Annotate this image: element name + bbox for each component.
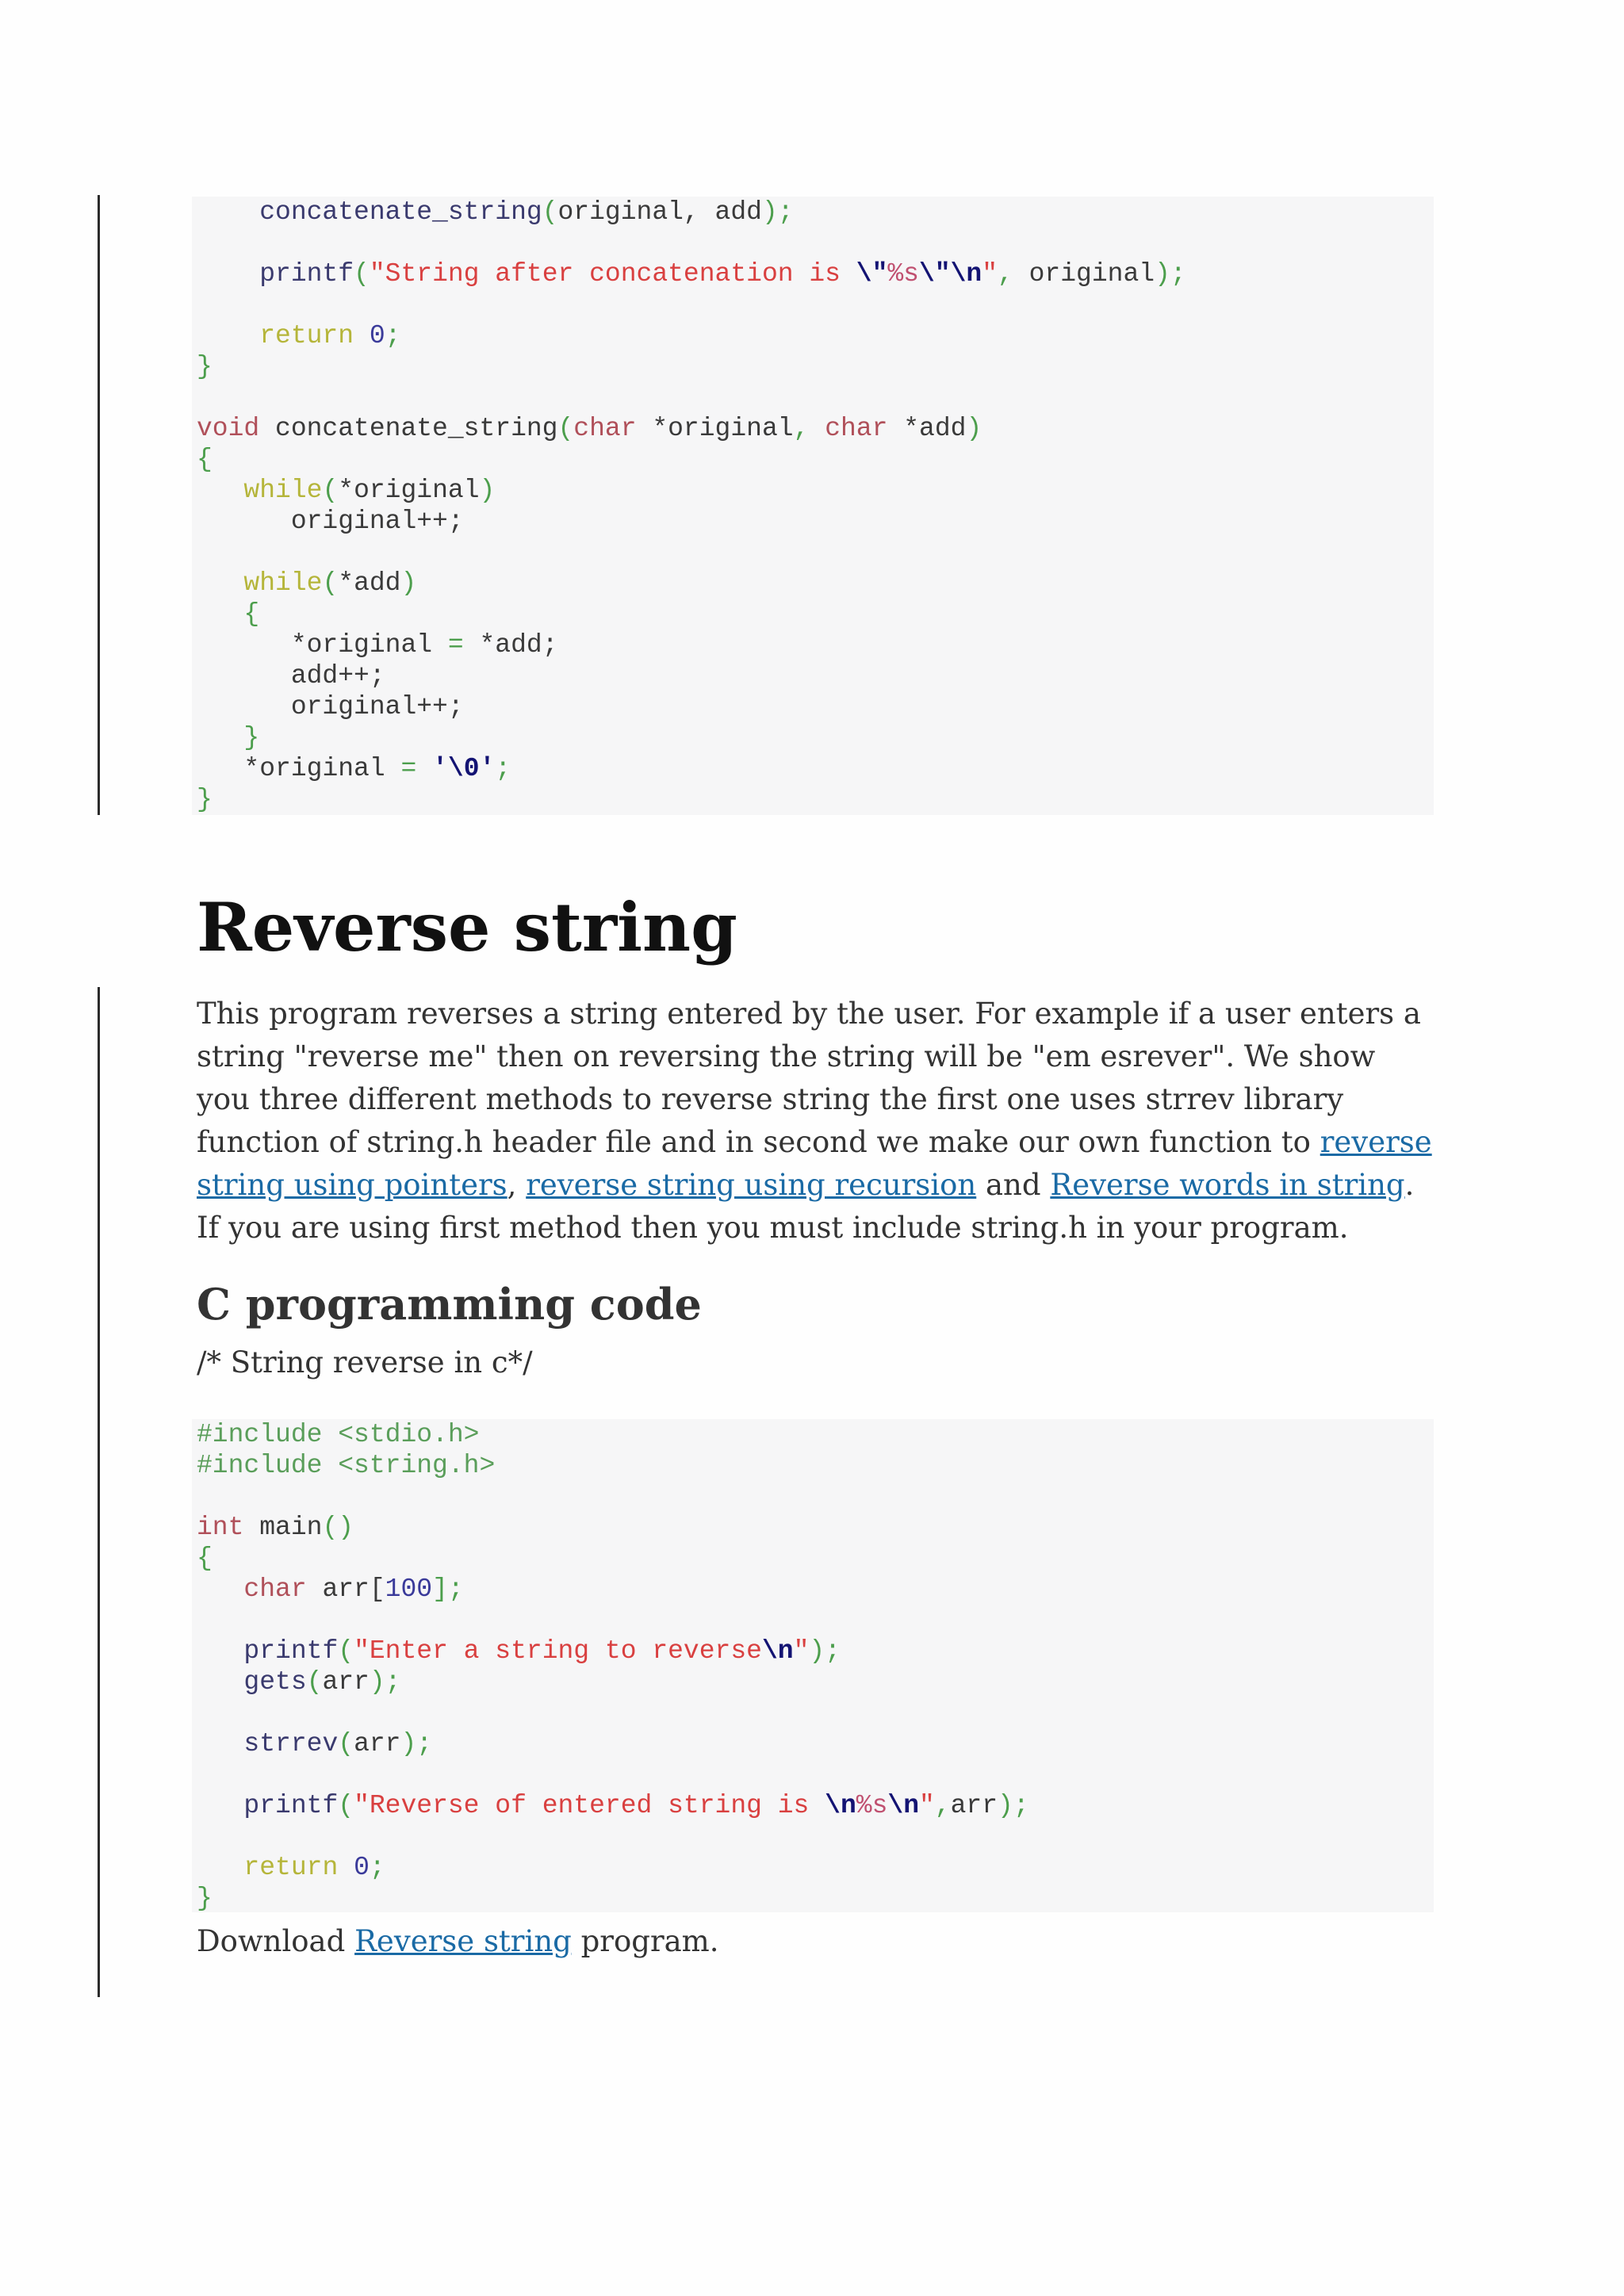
- code-line: return 0;: [259, 321, 401, 350]
- code-line: int main(): [197, 1513, 354, 1542]
- code-line: {: [243, 599, 260, 629]
- code-line: add++;: [290, 661, 385, 691]
- code-line: original++;: [290, 507, 464, 536]
- code-line: }: [243, 723, 260, 752]
- code-line: printf("Enter a string to reverse\n");: [243, 1636, 841, 1666]
- code-block-reverse: [192, 1419, 1434, 1912]
- code-line: [192, 1697, 1434, 1728]
- quote-bar-top: [98, 195, 100, 815]
- code-line: printf("String after concatenation is \"%s\"\n", original);: [259, 259, 1186, 289]
- quote-bar-main: [98, 987, 100, 1997]
- code-line: [192, 537, 1434, 568]
- link-download-reverse-string[interactable]: Reverse string: [354, 1924, 572, 1958]
- code-line: *original = *add;: [290, 630, 558, 660]
- code-line: while(*add): [243, 568, 417, 598]
- code-line: }: [197, 785, 213, 814]
- code-comment-text: /* String reverse in c*/: [197, 1345, 533, 1380]
- code-line: [192, 382, 1434, 413]
- code-line: strrev(arr);: [243, 1729, 433, 1758]
- code-line: *original = '\0';: [243, 754, 511, 783]
- code-line: gets(arr);: [243, 1667, 401, 1697]
- code-line: [192, 289, 1434, 320]
- link-reverse-string-recursion[interactable]: reverse string using recursion: [526, 1168, 977, 1202]
- code-line: original++;: [290, 692, 464, 721]
- link-reverse-string-pointers[interactable]: reverse string using pointers: [197, 1125, 1432, 1202]
- code-line: [192, 1821, 1434, 1852]
- code-line: }: [197, 352, 213, 381]
- code-line: [192, 1481, 1434, 1512]
- code-line: #include <string.h>: [197, 1451, 496, 1480]
- code-line: concatenate_string(original, add);: [259, 197, 794, 227]
- download-line: Download Reverse string program.: [197, 1924, 719, 1958]
- code-line: }: [197, 1884, 213, 1913]
- link-reverse-words[interactable]: Reverse words in string: [1050, 1168, 1405, 1202]
- code-line: [192, 228, 1434, 258]
- code-line: while(*original): [243, 476, 496, 505]
- code-line: [192, 1605, 1434, 1636]
- code-line: [192, 1759, 1434, 1790]
- code-line: {: [197, 445, 213, 474]
- section-heading: C programming code: [197, 1279, 702, 1330]
- code-line: printf("Reverse of entered string is \n%s\n",arr);: [243, 1791, 1029, 1820]
- code-line: {: [197, 1544, 213, 1573]
- code-block-concatenate: [192, 197, 1434, 815]
- code-line: #include <stdio.h>: [197, 1420, 480, 1449]
- page-title: Reverse string: [197, 888, 737, 966]
- code-line: char arr[100];: [243, 1575, 464, 1604]
- code-line: void concatenate_string(char *original, char *add): [197, 414, 982, 443]
- code-line: return 0;: [243, 1853, 385, 1882]
- intro-paragraph: This program reverses a string entered by the user. For example if a user enters a string "reverse me" then on reversing the string will be "em esrever". We show you three different methods to reverse string the first one uses strrev library function of string.h header file and in second we make our own function to reverse string using pointers, reverse string using recursion and Reverse words in string. If you are using first method then you must include string.h in your program.: [197, 997, 1432, 1245]
